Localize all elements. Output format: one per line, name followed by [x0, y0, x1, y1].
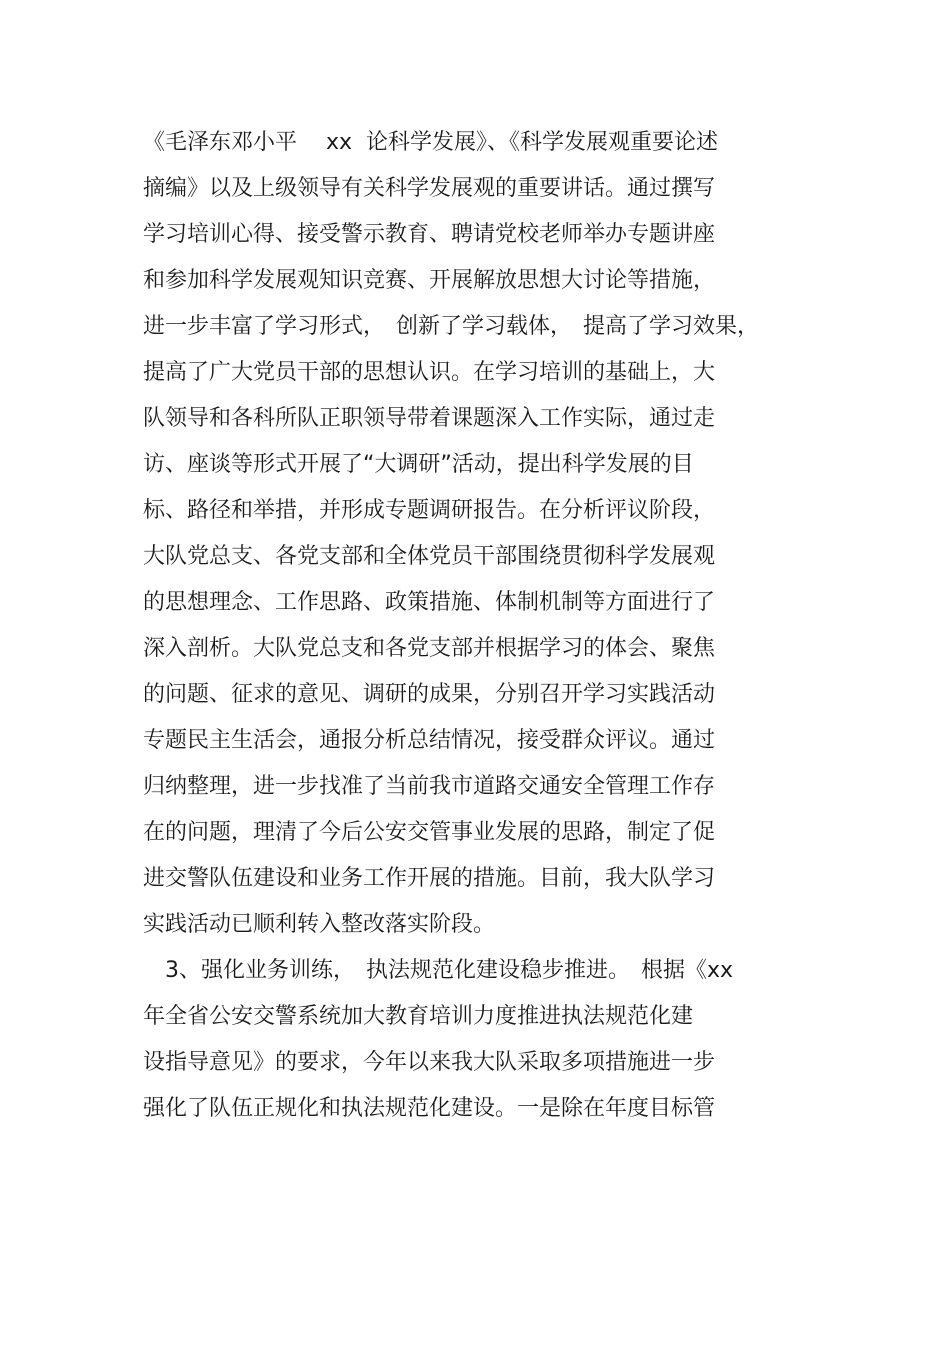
text-line: 的问题、征求的意见、调研的成果，分别召开学习实践活动 [143, 682, 716, 707]
text-line: 深入剖析。大队党总支和各党支部并根据学习的体会、聚焦 [143, 636, 716, 661]
text-line: 提高了广大党员干部的思想认识。在学习培训的基础上，大 [143, 360, 716, 385]
text-line: 进交警队伍建设和业务工作开展的措施。目前，我大队学习 [143, 866, 716, 891]
text-line: 进一步丰富了学习形式， 创新了学习载体， 提高了学习效果， [143, 314, 760, 339]
text-line: 访、座谈等形式开展了“大调研”活动，提出科学发展的目 [143, 452, 694, 477]
text-line: 在的问题，理清了今后公安交管事业发展的思路，制定了促 [143, 820, 716, 845]
text-line: 学习培训心得、接受警示教育、聘请党校老师举办专题讲座 [143, 222, 716, 247]
text-line: 摘编》以及上级领导有关科学发展观的重要讲话。通过撰写 [143, 176, 716, 201]
text-line: 专题民主生活会，通报分析总结情况，接受群众评议。通过 [143, 728, 716, 753]
text-line: 《毛泽东邓小平 xx 论科学发展》、《科学发展观重要论述 [143, 130, 719, 155]
text-line: 年全省公安交警系统加大教育培训力度推进执法规范化建 [143, 1004, 694, 1029]
body-text [143, 120, 823, 1132]
text-line: 标、路径和举措，并形成专题调研报告。在分析评议阶段， [143, 498, 716, 523]
text-line: 3、强化业务训练， 执法规范化建设稳步推进。 根据《xx [143, 958, 734, 983]
text-line: 和参加科学发展观知识竞赛、开展解放思想大讨论等措施， [143, 268, 716, 293]
text-line: 归纳整理，进一步找准了当前我市道路交通安全管理工作存 [143, 774, 716, 799]
text-line: 实践活动已顺利转入整改落实阶段。 [143, 912, 496, 937]
text-line: 设指导意见》的要求，今年以来我大队采取多项措施进一步 [143, 1050, 716, 1075]
text-line: 队领导和各科所队正职领导带着课题深入工作实际，通过走 [143, 406, 716, 431]
text-line: 的思想理念、工作思路、政策措施、体制机制等方面进行了 [143, 590, 716, 615]
text-line: 大队党总支、各党支部和全体党员干部围绕贯彻科学发展观 [143, 544, 716, 569]
text-line: 强化了队伍正规化和执法规范化建设。一是除在年度目标管 [143, 1096, 716, 1121]
